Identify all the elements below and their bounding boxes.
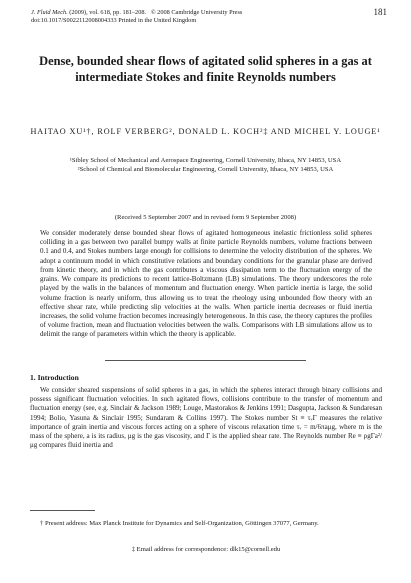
page-number: 181 — [373, 7, 387, 17]
received-dates: (Received 5 September 2007 and in revised form 9 September 2008) — [114, 214, 297, 221]
affiliation-1: ¹Sibley School of Mechanical and Aerospace Engineering, Cornell University, Ithaca, NY 14853, USA — [69, 157, 342, 164]
volume-pages: (2009), vol. 618, pp. 181–208. — [69, 9, 147, 16]
footnote-rule — [30, 510, 95, 511]
author-list: HAITAO XU¹†, ROLF VERBERG², DONALD L. KOCH²‡ AND MICHEL Y. LOUGE¹ — [30, 127, 381, 136]
running-header — [31, 9, 242, 25]
copyright-notice: © 2008 Cambridge University Press — [150, 9, 243, 16]
affiliations — [30, 156, 381, 174]
doi-line: doi:10.1017/S0022112008004333 Printed in the United Kingdom — [31, 17, 197, 24]
footnote-correspondence: ‡ Email address for correspondence: dlk15@cornell.edu — [131, 546, 281, 553]
citation-line — [31, 9, 242, 17]
journal-name: J. Fluid Mech. — [31, 9, 68, 16]
section-divider — [105, 360, 306, 361]
abstract: We consider moderately dense bounded shear flows of agitated homogeneous inelastic frictionless solid spheres colliding in a gas between two parallel bumpy walls at finite particle Reynolds numbers, volume fractions between 0.1 and 0.4, and Stokes numbers large enough for collisions to determine the velocity distribution of the spheres. We adopt a continuum model in which constitutive relations and boundary conditions for the granular phase are derived from kinetic theory, and in which the gas contributes a viscous dissipation term to the fluctuation energy of the grains. We compare its predictions to recent lattice-Boltzmann (LB) simulations. The theory underscores the role played by the walls in the balances of momentum and fluctuation energy. When particle inertia is large, the solid volume fraction is nearly uniform, thus allowing us to treat the rheology using unbounded flow theory with an effective shear rate, while predicting slip velocities at the walls. When particle inertia decreases or fluid inertia increases, the solid volume fraction becomes increasingly heterogeneous. In this case, the theory captures the profiles of volume fraction, mean and fluctuation velocities between the walls. Comparisons with LB simulations allow us to delimit the range of parameters within which the theory is applicable. — [40, 229, 372, 339]
introduction-text: We consider sheared suspensions of solid spheres in a gas, in which the spheres interact through binary collisions and possess significant fluctuation velocities. In such agitated flows, collisions contribute to the transfer of momentum and fluctuation energy (see, e.g. Sinclair & Jackson 1989; Louge, Mastorakos & Jenkins 1991; Dasgupta, Jackson & Sundaresan 1994; Bolio, Yasuna & Sinclair 1995; Sundaram & Collins 1997). The Stokes number St ≡ τᵥΓ measures the relative importance of grain inertia and viscous forces acting on a sphere of viscous relaxation time τᵥ = m/6πaμg, where m is the mass of the sphere, a is its radius, μg is the gas viscosity, and Γ is the applied shear rate. The Reynolds number Re ≡ ρgΓa²/μg compares fluid inertia and — [30, 386, 382, 450]
paper-title: Dense, bounded shear flows of agitated solid spheres in a gas at intermediate Stokes and finite Reynolds numbers — [39, 54, 372, 84]
affiliation-2: ²School of Chemical and Biomolecular Engineering, Cornell University, Ithaca, NY 14853, USA — [77, 166, 334, 174]
footnote-present-address: † Present address: Max Planck Institute for Dynamics and Self-Organization, Göttingen 37077, Germany. — [40, 520, 319, 527]
section-heading: 1. Introduction — [30, 373, 79, 382]
